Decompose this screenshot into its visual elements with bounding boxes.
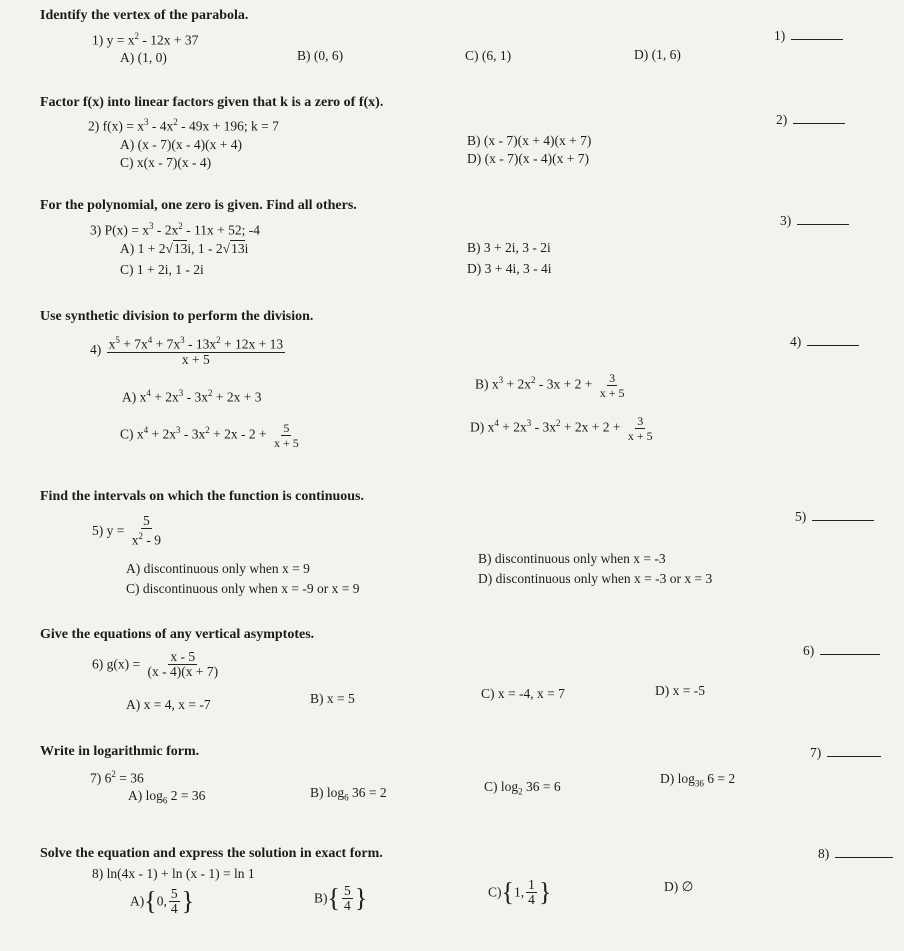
q2-answer-blank[interactable] [776, 112, 845, 128]
q6-number: 6) [92, 656, 104, 672]
q1-option-a[interactable]: A) (1, 0) [120, 50, 167, 65]
q4-instruction: Use synthetic division to perform the division. [40, 309, 314, 324]
q6-fraction: $\frac{x - 5}{(x - 4)(x + 7)}$ [147, 649, 219, 679]
q8-option-d[interactable]: D) ∅ [664, 879, 694, 894]
q5-answer-label: 5) [795, 509, 807, 524]
q2-option-b[interactable]: B) (x - 7)(x + 4)(x + 7) [467, 133, 592, 148]
q5-number: 5) [92, 522, 104, 538]
q4-option-b[interactable]: B) $x^3 + 2x^2 - 3x + 2$ + $\frac{3}{x + 5}$ [475, 371, 625, 400]
q4-option-d[interactable]: D) $x^4 + 2x^3 - 3x^2 + 2x + 2$ + $\frac{3}{x + 5}$ [470, 414, 653, 443]
q3-option-a[interactable]: A) 1 + 2√13i, 1 - 2√13i [120, 241, 249, 256]
q3-answer-label: 3) [780, 213, 792, 228]
q8-answer-blank[interactable] [818, 846, 893, 862]
q2-instruction: Factor f(x) into linear factors given that k is a zero of f(x). [40, 95, 384, 110]
q3-number: 3) [90, 222, 102, 238]
q3-option-b[interactable]: B) 3 + 2i, 3 - 2i [467, 240, 551, 255]
q7-instruction: Write in logarithmic form. [40, 744, 200, 759]
q8-option-b[interactable]: B){ $\frac{5}{4}$ } [314, 883, 368, 913]
q4-option-c[interactable]: C) $x^4 + 2x^3 - 3x^2 + 2x - 2$ + $\frac{5}{x + 5}$ [120, 421, 299, 450]
q7-option-a[interactable]: A) $\log_6 2 = 36$ [128, 788, 206, 806]
q6-option-d[interactable]: D) x = -5 [655, 683, 705, 698]
q3-answer-blank[interactable] [780, 213, 849, 229]
q1-option-c[interactable]: C) (6, 1) [465, 48, 512, 63]
q1-stem: 1) $y = x^2 - 12x + 37$ [92, 31, 199, 48]
q5-stem: 5) y = $\frac{5}{x^2 - 9}$ [92, 513, 161, 548]
q5-option-a[interactable]: A) discontinuous only when x = 9 [126, 561, 310, 576]
q1-number: 1) [92, 32, 104, 48]
q8-answer-label: 8) [818, 846, 830, 861]
q2-number: 2) [88, 118, 100, 134]
q2-option-c[interactable]: C) x(x - 7)(x - 4) [120, 155, 212, 170]
q4-fraction: $\frac{x^5 + 7x^4 + 7x^3 - 13x^2 + 12x + 13}{x + 5}$ [108, 335, 284, 367]
q1-answer-blank[interactable] [774, 28, 843, 44]
q4-stem [90, 333, 287, 367]
q2-answer-label: 2) [776, 112, 788, 127]
q5-instruction: Find the intervals on which the function is continuous. [40, 489, 364, 504]
q7-option-c[interactable]: C) $\log_2 36 = 6$ [484, 779, 561, 797]
q8-number: 8) [92, 866, 104, 881]
q2-option-a[interactable]: A) (x - 7)(x - 4)(x + 4) [120, 137, 242, 152]
q7-answer-label: 7) [810, 745, 822, 760]
q6-option-b[interactable]: B) x = 5 [310, 691, 355, 706]
q7-stem: 7) $6^2 = 36$ [90, 769, 144, 786]
q3-stem: 3) $P(x) = x^3 - 2x^2 - 11x + 52$; -4 [90, 221, 260, 238]
q6-stem: 6) g(x) = $\frac{x - 5}{(x - 4)(x + 7)}$ [92, 649, 219, 679]
q4-number: 4) [90, 341, 102, 357]
q3-option-d[interactable]: D) 3 + 4i, 3 - 4i [467, 261, 552, 276]
q5-answer-blank[interactable] [795, 509, 874, 525]
q5-fraction: $\frac{5}{x^2 - 9}$ [131, 513, 161, 548]
q4-answer-label: 4) [790, 334, 802, 349]
q2-stem: 2) $f(x) = x^3 - 4x^2 - 49x + 196$; k = 7 [88, 117, 279, 134]
q4-option-a[interactable]: A) $x^4 + 2x^3 - 3x^2 + 2x + 3$ [122, 388, 262, 405]
q6-answer-label: 6) [803, 643, 815, 658]
q5-option-c[interactable]: C) discontinuous only when x = -9 or x = 9 [126, 581, 360, 596]
q7-option-b[interactable]: B) $\log_6 36 = 2$ [310, 785, 387, 803]
q1-option-d[interactable]: D) (1, 6) [634, 47, 681, 62]
q4-answer-blank[interactable] [790, 334, 859, 350]
q6-option-c[interactable]: C) x = -4, x = 7 [481, 686, 565, 701]
q6-option-a[interactable]: A) x = 4, x = -7 [126, 697, 211, 712]
q5-option-d[interactable]: D) discontinuous only when x = -3 or x = 3 [478, 571, 713, 586]
q7-option-d[interactable]: D) $\log_{36} 6 = 2$ [660, 771, 736, 789]
q6-answer-blank[interactable] [803, 643, 880, 659]
q7-number: 7) [90, 770, 102, 786]
q7-answer-blank[interactable] [810, 745, 881, 761]
q1-instruction: Identify the vertex of the parabola. [40, 8, 249, 23]
q3-instruction: For the polynomial, one zero is given. Find all others. [40, 198, 357, 213]
q2-option-d[interactable]: D) (x - 7)(x - 4)(x + 7) [467, 151, 589, 166]
q8-option-a[interactable]: A){0, $\frac{5}{4}$ } [130, 886, 195, 916]
q5-option-b[interactable]: B) discontinuous only when x = -3 [478, 551, 666, 566]
q1-option-b[interactable]: B) (0, 6) [297, 48, 344, 63]
q1-answer-label: 1) [774, 28, 786, 43]
q6-instruction: Give the equations of any vertical asymptotes. [40, 627, 315, 642]
q8-option-c[interactable]: C){1, $\frac{1}{4}$ } [488, 877, 552, 907]
q8-instruction: Solve the equation and express the solution in exact form. [40, 846, 383, 861]
q3-option-c[interactable]: C) 1 + 2i, 1 - 2i [120, 262, 204, 277]
q8-stem: 8) ln(4x - 1) + ln (x - 1) = ln 1 [92, 866, 255, 881]
